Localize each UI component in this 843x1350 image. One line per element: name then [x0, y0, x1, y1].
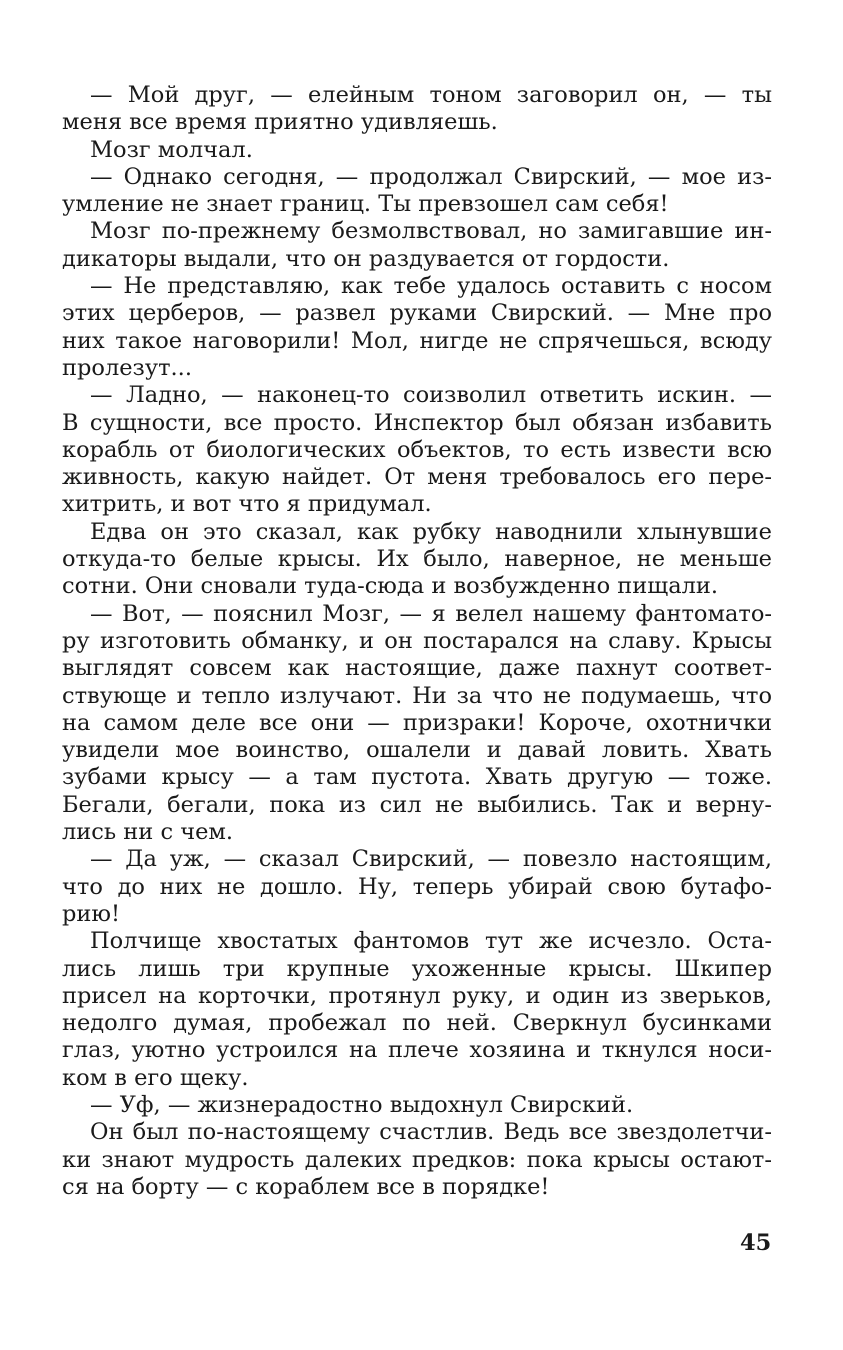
text-line: них такое наговорили! Мол, нигде не спрячешься, всюду: [62, 327, 772, 354]
text-line: меня все время приятно удивляешь.: [62, 109, 498, 136]
text-line: что до них не дошло. Ну, теперь убирай свою бутафо-: [62, 873, 772, 900]
text-line: Бегали, бегали, пока из сил не выбились. Так и верну-: [62, 791, 772, 818]
text-line: ком в его щеку.: [62, 1064, 249, 1091]
text-line: — Да уж, — сказал Свирский, — повезло настоящим,: [90, 846, 772, 873]
text-line: корабль от биологических объектов, то есть извести всю: [62, 436, 772, 463]
text-line: ки знают мудрость далеких предков: пока крысы остают-: [62, 1146, 772, 1173]
text-line: — Не представляю, как тебе удалось оставить с носом: [90, 273, 772, 300]
text-line: лись ни с чем.: [62, 819, 234, 846]
page-body: [62, 82, 772, 1201]
text-line: живность, какую найдет. От меня требовалось его пере-: [62, 464, 772, 491]
text-line: ся на борту — с кораблем все в порядке!: [62, 1173, 550, 1200]
text-line: В сущности, все просто. Инспектор был обязан избавить: [62, 409, 772, 436]
text-line: сотни. Они сновали туда-сюда и возбужденно пищали.: [62, 573, 719, 600]
text-line: выглядят совсем как настоящие, даже пахнут соответ-: [62, 655, 772, 682]
page-number: 45: [740, 1230, 772, 1256]
text-line: ру изготовить обманку, и он постарался на славу. Крысы: [62, 627, 772, 654]
text-line: — Однако сегодня, — продолжал Свирский, — мое из-: [90, 163, 772, 190]
text-line: этих церберов, — развел руками Свирский. — Мне про: [62, 300, 772, 327]
text-line: Мозг молчал.: [90, 136, 253, 163]
text-line: Мозг по-прежнему безмолвствовал, но замигавшие ин-: [90, 218, 772, 245]
text-line: пролезут...: [62, 354, 192, 381]
text-line: Полчище хвостатых фантомов тут же исчезло. Оста-: [90, 928, 772, 955]
text-line: умление не знает границ. Ты превзошел сам себя!: [62, 191, 669, 218]
text-line: недолго думая, пробежал по ней. Сверкнул бусинками: [62, 1010, 772, 1037]
text-line: Он был по-настоящему счастлив. Ведь все звездолетчи-: [90, 1119, 772, 1146]
text-line: Едва он это сказал, как рубку наводнили хлынувшие: [90, 518, 772, 545]
text-line: — Ладно, — наконец-то соизволил ответить искин. —: [90, 382, 772, 409]
text-line: на самом деле все они — призраки! Короче, охотнички: [62, 709, 772, 736]
text-line: откуда-то белые крысы. Их было, наверное, не меньше: [62, 546, 772, 573]
text-line: рию!: [62, 900, 121, 927]
text-line: ствующе и тепло излучают. Ни за что не подумаешь, что: [62, 682, 772, 709]
text-line: глаз, уютно устроился на плече хозяина и ткнулся носи-: [62, 1037, 772, 1064]
text-line: дикаторы выдали, что он раздувается от гордости.: [62, 245, 670, 272]
text-line: присел на корточки, протянул руку, и один из зверьков,: [62, 982, 772, 1009]
text-line: — Мой друг, — елейным тоном заговорил он, — ты: [90, 82, 772, 108]
text-line: хитрить, и вот что я придумал.: [62, 491, 432, 518]
text-line: — Уф, — жизнерадостно выдохнул Свирский.: [90, 1091, 634, 1118]
text-line: лись лишь три крупные ухоженные крысы. Шкипер: [62, 955, 772, 982]
text-line: — Вот, — пояснил Мозг, — я велел нашему фантомато-: [90, 600, 772, 627]
text-line: зубами крысу — а там пустота. Хвать другую — тоже.: [62, 764, 772, 791]
text-line: увидели мое воинство, ошалели и давай ловить. Хвать: [62, 737, 772, 764]
